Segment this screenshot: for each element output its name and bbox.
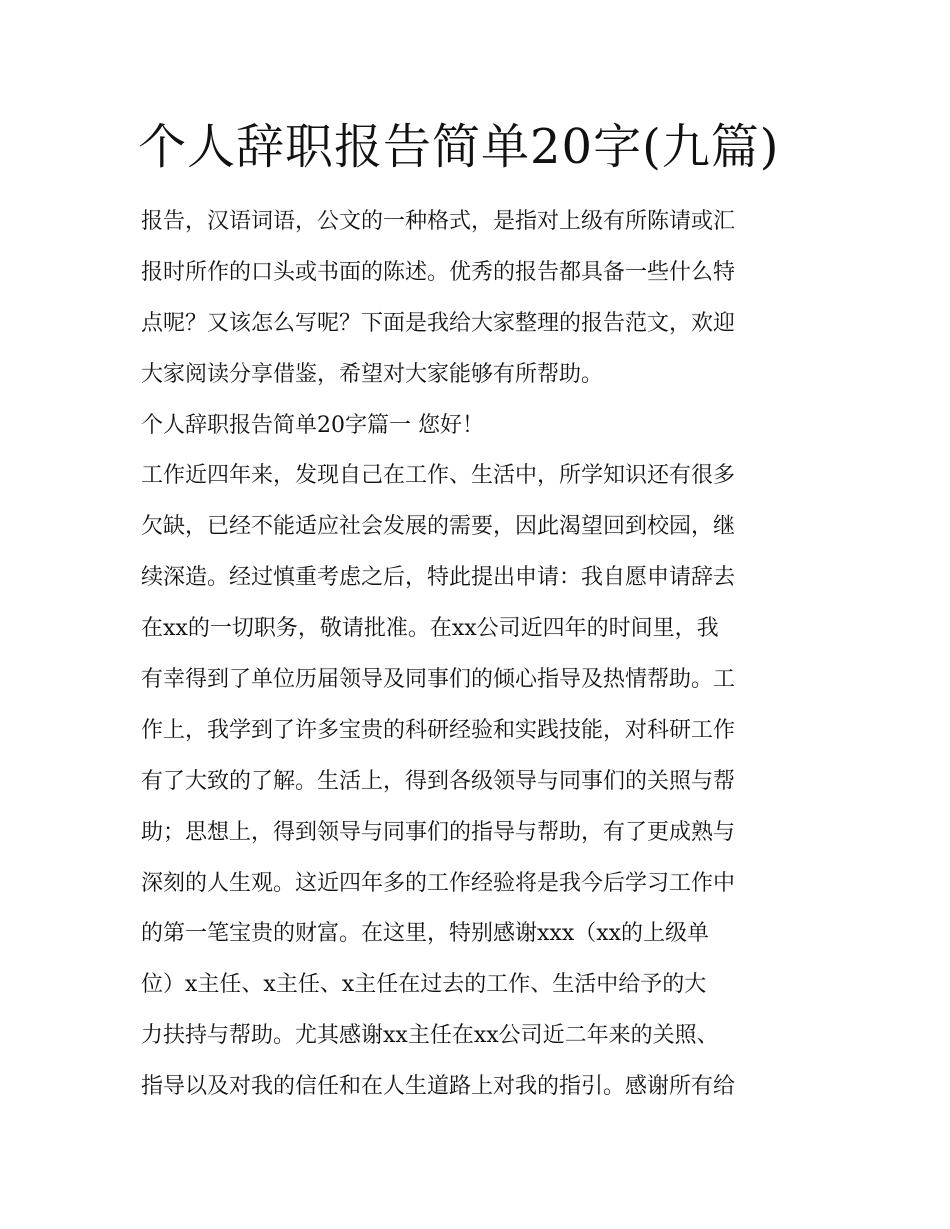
body-line: 点呢？又该怎么写呢？下面是我给大家整理的报告范文，欢迎 — [141, 310, 736, 336]
body-line: 报时所作的口头或书面的陈述。优秀的报告都具备一些什么特 — [141, 259, 736, 285]
body-line: 位）x主任、x主任、x主任在过去的工作、生活中给予的大 — [141, 972, 707, 998]
body-line: 在xx的一切职务，敬请批准。在xx公司近四年的时间里，我 — [141, 616, 719, 642]
body-line: 欠缺，已经不能适应社会发展的需要，因此渴望回到校园，继 — [141, 514, 736, 540]
body-line: 有幸得到了单位历届领导及同事们的倾心指导及热情帮助。工 — [141, 667, 736, 693]
body-line: 报告，汉语词语，公文的一种格式，是指对上级有所陈请或汇 — [141, 209, 736, 234]
document-title: 个人辞职报告简单20字(九篇) — [138, 119, 780, 175]
body-line: 深刻的人生观。这近四年多的工作经验将是我今后学习工作中 — [141, 870, 736, 896]
body-line: 工作近四年来，发现自己在工作、生活中，所学知识还有很多 — [141, 463, 736, 489]
body-line: 的第一笔宝贵的财富。在这里，特别感谢xxx（xx的上级单 — [141, 921, 710, 947]
body-line: 续深造。经过慎重考虑之后，特此提出申请：我自愿申请辞去 — [141, 565, 736, 591]
body-line: 助；思想上，得到领导与同事们的指导与帮助，有了更成熟与 — [141, 819, 736, 845]
section-heading-line: 个人辞职报告简单20字篇一 您好！ — [141, 412, 484, 438]
body-line: 作上，我学到了许多宝贵的科研经验和实践技能，对科研工作 — [141, 717, 736, 743]
body-line: 大家阅读分享借鉴，希望对大家能够有所帮助。 — [141, 361, 604, 387]
body-line: 有了大致的了解。生活上，得到各级领导与同事们的关照与帮 — [141, 768, 736, 794]
body-line: 力扶持与帮助。尤其感谢xx主任在xx公司近二年来的关照、 — [141, 1023, 719, 1049]
document-body — [141, 197, 821, 1113]
body-line: 指导以及对我的信任和在人生道路上对我的指引。感谢所有给 — [141, 1074, 736, 1100]
